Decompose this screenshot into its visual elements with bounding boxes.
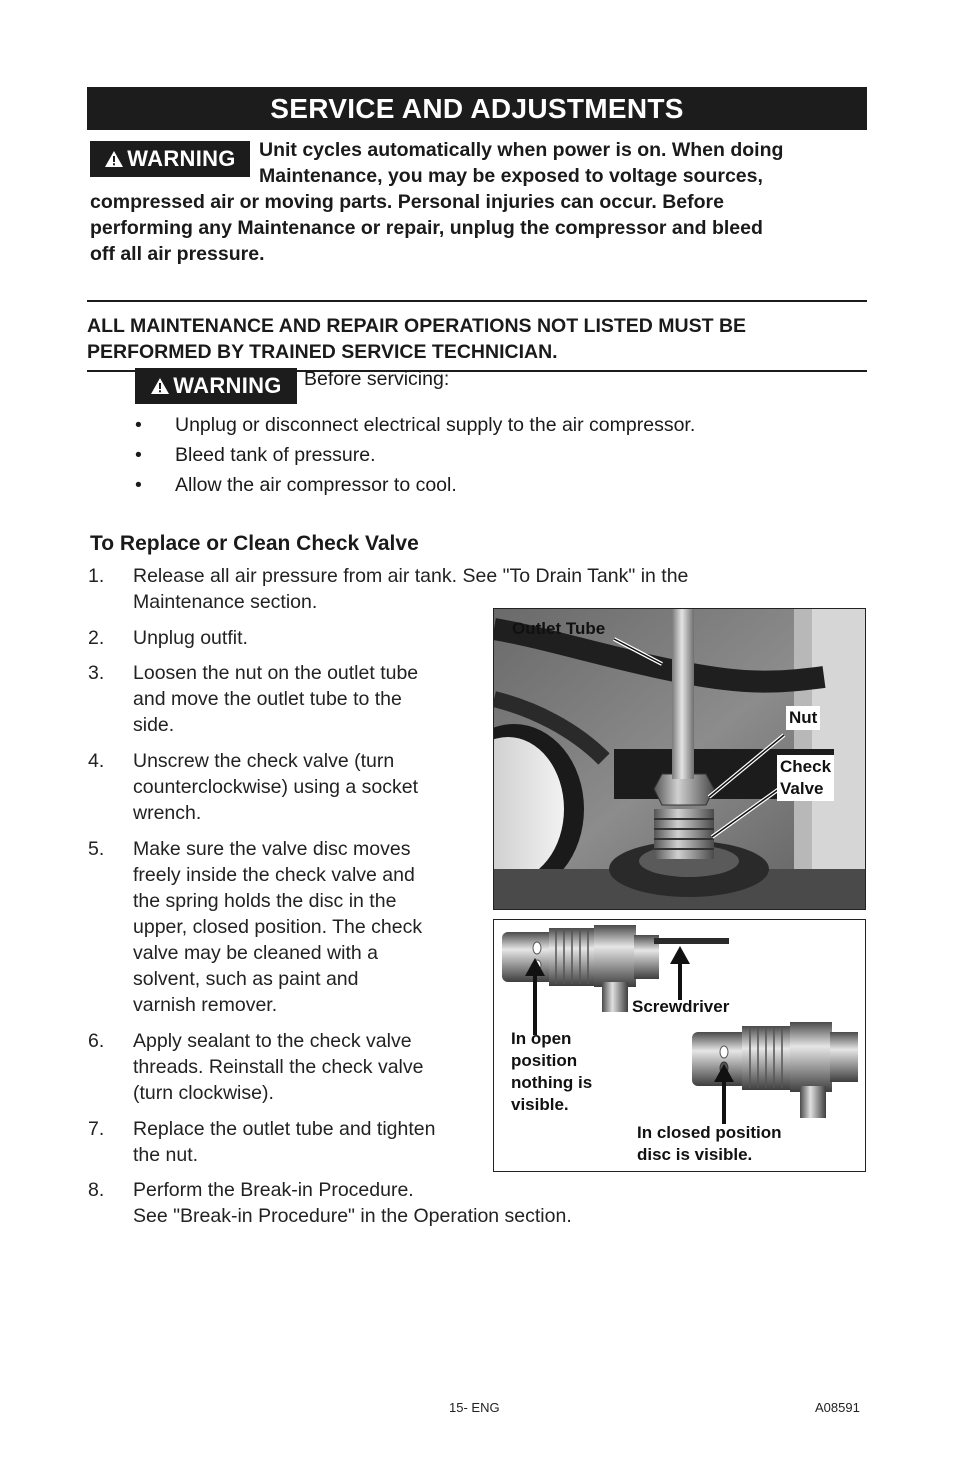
label-closed-position [637, 1122, 782, 1166]
section-heading: To Replace or Clean Check Valve [90, 532, 419, 555]
warning-text-line5: off all air pressure. [90, 243, 265, 265]
step-text: Loosen the nut on the outlet tube [133, 662, 419, 684]
step-text: Maintenance section. [133, 591, 318, 613]
step-text: valve may be cleaned with a [133, 942, 378, 964]
bullet-text: Unplug or disconnect electrical supply to the air compressor. [175, 414, 696, 436]
bullet-icon: • [135, 414, 142, 436]
step-8 [88, 1177, 788, 1229]
step-number: 5. [88, 838, 105, 860]
step-number: 4. [88, 750, 105, 772]
step-7 [88, 1116, 435, 1168]
label-outlet-tube: Outlet Tube [512, 619, 606, 638]
step-number: 7. [88, 1118, 105, 1140]
step-6 [88, 1028, 423, 1106]
label-open-line3: nothing is [511, 1073, 593, 1092]
step-text: the spring holds the disc in the [133, 890, 397, 912]
bullet-text: Allow the air compressor to cool. [175, 474, 457, 496]
valve-positions-figure [493, 919, 866, 1172]
label-closed-line1: In closed position [637, 1123, 782, 1142]
step-text: Replace the outlet tube and tighten [133, 1118, 436, 1140]
warning-triangle-icon [150, 377, 170, 395]
step-5 [88, 836, 422, 1018]
step-text: upper, closed position. The check [133, 916, 423, 938]
step-text: freely inside the check valve and [133, 864, 415, 886]
notice-line2: PERFORMED BY TRAINED SERVICE TECHNICIAN. [87, 341, 558, 363]
step-text: Unscrew the check valve (turn [133, 750, 395, 772]
warning-text-line1: Unit cycles automatically when power is on. When doing [259, 139, 784, 161]
step-text: Apply sealant to the check valve [133, 1030, 412, 1052]
step-text: Make sure the valve disc moves [133, 838, 411, 860]
label-check-valve-line2: Valve [780, 779, 824, 798]
warning-badge [90, 141, 250, 177]
step-text: solvent, such as paint and [133, 968, 359, 990]
step-text: side. [133, 714, 175, 736]
list-item [87, 412, 695, 438]
list-item [87, 472, 695, 498]
label-open-line4: visible. [511, 1095, 569, 1114]
step-number: 2. [88, 627, 105, 649]
step-text: threads. Reinstall the check valve [133, 1056, 424, 1078]
bullet-icon: • [135, 444, 142, 466]
step-text: wrench. [133, 802, 202, 824]
bullet-list [87, 412, 695, 498]
step-text: Perform the Break-in Procedure. [133, 1179, 414, 1201]
step-text: See "Break-in Procedure" in the Operation section. [133, 1205, 572, 1227]
page-title: SERVICE AND ADJUSTMENTS [87, 87, 867, 130]
step-number: 1. [88, 565, 105, 587]
warning-text-line3: compressed air or moving parts. Personal injuries can occur. Before [90, 191, 724, 213]
label-open-position [511, 1028, 592, 1116]
divider-top [87, 300, 867, 302]
step-number: 6. [88, 1030, 105, 1052]
label-check-valve-line1: Check [780, 757, 832, 776]
before-servicing-text: Before servicing: [304, 368, 450, 390]
step-number: 8. [88, 1179, 105, 1201]
warning-badge-2 [135, 368, 297, 404]
step-text: Unplug outfit. [133, 627, 248, 649]
label-screwdriver: Screwdriver [632, 997, 730, 1016]
step-number: 3. [88, 662, 105, 684]
step-text: counterclockwise) using a socket [133, 776, 419, 798]
page-number: 15- ENG [449, 1400, 500, 1415]
label-closed-line2: disc is visible. [637, 1145, 753, 1164]
step-3 [88, 660, 418, 738]
step-text: the nut. [133, 1144, 199, 1166]
warning-badge-label-2: WARNING [173, 373, 282, 398]
warning-text-line4: performing any Maintenance or repair, unplug the compressor and bleed [90, 217, 763, 239]
check-valve-photo [493, 608, 866, 910]
warning-badge-label: WARNING [127, 146, 236, 171]
step-4 [88, 748, 418, 826]
label-check-valve [777, 755, 834, 801]
step-text: varnish remover. [133, 994, 278, 1016]
bullet-text: Bleed tank of pressure. [175, 444, 376, 466]
document-code: A08591 [815, 1400, 860, 1415]
step-text: (turn clockwise). [133, 1082, 274, 1104]
label-open-line1: In open [511, 1029, 572, 1048]
notice-line1: ALL MAINTENANCE AND REPAIR OPERATIONS NOT LISTED MUST BE [87, 315, 747, 337]
label-nut: Nut [786, 706, 820, 730]
warning-triangle-icon [104, 150, 124, 168]
step-text: and move the outlet tube to the [133, 688, 402, 710]
warning-text-line2: Maintenance, you may be exposed to voltage sources, [259, 165, 763, 187]
step-text: Release all air pressure from air tank. See "To Drain Tank" in the [133, 565, 689, 587]
bullet-icon: • [135, 474, 142, 496]
step-2 [88, 625, 248, 651]
label-open-line2: position [511, 1051, 578, 1070]
list-item [87, 442, 695, 468]
